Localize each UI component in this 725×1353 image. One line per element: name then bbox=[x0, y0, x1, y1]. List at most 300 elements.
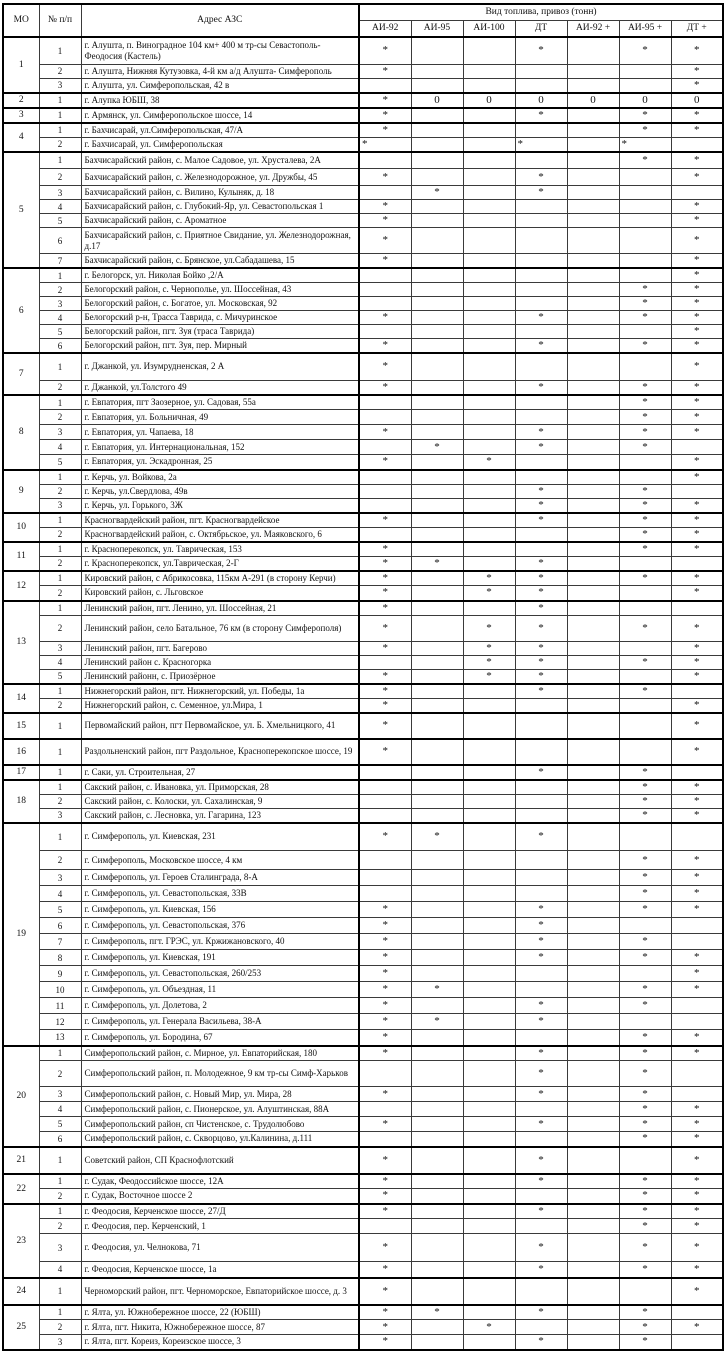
fuel-cell: * bbox=[359, 966, 411, 982]
fuel-cell: * bbox=[671, 395, 723, 410]
fuel-cell bbox=[463, 64, 515, 78]
fuel-cell bbox=[411, 765, 463, 780]
fuel-cell: * bbox=[619, 152, 671, 169]
fuel-cell bbox=[463, 886, 515, 902]
fuel-cell: * bbox=[411, 440, 463, 455]
mo-cell: 16 bbox=[3, 739, 39, 765]
row-num-cell: 1 bbox=[39, 684, 81, 699]
row-num-cell: 4 bbox=[39, 655, 81, 669]
address-cell: г. Евпатория, ул. Интернациональная, 152 bbox=[81, 440, 359, 455]
fuel-cell: * bbox=[463, 586, 515, 601]
fuel-cell: * bbox=[515, 186, 567, 200]
fuel-cell bbox=[411, 339, 463, 354]
table-row bbox=[3, 1014, 723, 1030]
fuel-cell bbox=[567, 64, 619, 78]
fuel-cell bbox=[619, 739, 671, 765]
address-cell: г. Евпатория, ул. Чапаева, 18 bbox=[81, 425, 359, 440]
fuel-cell bbox=[463, 353, 515, 380]
fuel-cell: * bbox=[619, 1046, 671, 1061]
table-row bbox=[3, 1335, 723, 1350]
fuel-cell bbox=[463, 808, 515, 823]
fuel-cell bbox=[359, 851, 411, 870]
row-num-cell: 1 bbox=[39, 765, 81, 780]
table-row bbox=[3, 484, 723, 498]
fuel-cell bbox=[567, 1335, 619, 1350]
fuel-cell bbox=[359, 484, 411, 498]
fuel-cell bbox=[567, 1046, 619, 1061]
fuel-cell bbox=[515, 254, 567, 269]
row-num-cell: 4 bbox=[39, 1262, 81, 1278]
table-row bbox=[3, 902, 723, 918]
address-cell: г. Армянск, ул. Симферопольское шоссе, 14 bbox=[81, 108, 359, 123]
fuel-cell: * bbox=[515, 1335, 567, 1350]
fuel-cell bbox=[411, 395, 463, 410]
fuel-stations-table bbox=[2, 3, 724, 1351]
fuel-cell: * bbox=[671, 698, 723, 713]
fuel-cell bbox=[463, 513, 515, 528]
fuel-cell bbox=[463, 169, 515, 186]
fuel-cell bbox=[463, 1262, 515, 1278]
fuel-cell bbox=[567, 152, 619, 169]
fuel-cell: * bbox=[359, 425, 411, 440]
fuel-cell: * bbox=[359, 93, 411, 108]
fuel-cell: * bbox=[619, 283, 671, 297]
fuel-cell: * bbox=[359, 615, 411, 641]
fuel-cell: * bbox=[671, 527, 723, 542]
fuel-cell bbox=[411, 641, 463, 655]
fuel-cell: * bbox=[359, 254, 411, 269]
fuel-cell bbox=[671, 440, 723, 455]
mo-cell: 9 bbox=[3, 470, 39, 513]
table-row bbox=[3, 851, 723, 870]
fuel-cell bbox=[411, 780, 463, 795]
row-num-cell: 1 bbox=[39, 780, 81, 795]
fuel-cell bbox=[463, 1278, 515, 1305]
fuel-cell bbox=[567, 780, 619, 795]
fuel-cell: * bbox=[619, 395, 671, 410]
row-num-cell: 3 bbox=[39, 186, 81, 200]
address-cell: г. Симферополь, ул. Генерала Васильева, 38-А bbox=[81, 1014, 359, 1030]
fuel-cell bbox=[567, 655, 619, 669]
fuel-cell bbox=[411, 78, 463, 93]
fuel-cell: * bbox=[411, 823, 463, 851]
address-cell: г. Судак, Феодоссийское шоссе, 12А bbox=[81, 1174, 359, 1189]
fuel-cell: * bbox=[515, 556, 567, 571]
fuel-cell bbox=[359, 268, 411, 283]
fuel-cell bbox=[463, 440, 515, 455]
fuel-cell: * bbox=[671, 586, 723, 601]
fuel-cell bbox=[567, 297, 619, 311]
fuel-cell bbox=[359, 498, 411, 513]
address-cell: г. Ялта, ул. Южнобережное шоссе, 22 (ЮБШ) bbox=[81, 1305, 359, 1320]
fuel-cell: * bbox=[671, 311, 723, 325]
mo-cell: 17 bbox=[3, 765, 39, 780]
table-row bbox=[3, 713, 723, 739]
table-row bbox=[3, 1102, 723, 1117]
fuel-cell bbox=[411, 615, 463, 641]
mo-cell: 7 bbox=[3, 353, 39, 395]
fuel-cell: * bbox=[359, 169, 411, 186]
address-cell: г. Симферополь, ул. Героев Сталинграда, 8-А bbox=[81, 870, 359, 886]
mo-cell: 20 bbox=[3, 1046, 39, 1147]
fuel-cell bbox=[463, 870, 515, 886]
mo-cell: 3 bbox=[3, 108, 39, 123]
fuel-cell: * bbox=[515, 571, 567, 586]
table-row bbox=[3, 684, 723, 699]
fuel-cell bbox=[619, 268, 671, 283]
row-num-cell: 1 bbox=[39, 513, 81, 528]
fuel-cell bbox=[411, 353, 463, 380]
fuel-cell: * bbox=[359, 1234, 411, 1262]
fuel-cell: * bbox=[671, 870, 723, 886]
fuel-cell bbox=[359, 395, 411, 410]
fuel-cell bbox=[411, 123, 463, 138]
fuel-cell bbox=[567, 311, 619, 325]
fuel-cell bbox=[567, 698, 619, 713]
fuel-cell bbox=[567, 395, 619, 410]
table-row bbox=[3, 808, 723, 823]
fuel-cell: * bbox=[515, 1061, 567, 1087]
fuel-cell bbox=[463, 1030, 515, 1046]
fuel-cell bbox=[411, 586, 463, 601]
fuel-cell: * bbox=[671, 542, 723, 557]
row-num-cell: 2 bbox=[39, 698, 81, 713]
fuel-cell: * bbox=[671, 1278, 723, 1305]
fuel-cell bbox=[567, 808, 619, 823]
fuel-cell: * bbox=[619, 380, 671, 395]
fuel-cell: * bbox=[671, 123, 723, 138]
fuel-cell bbox=[567, 586, 619, 601]
fuel-cell: 0 bbox=[411, 93, 463, 108]
row-num-cell: 1 bbox=[39, 268, 81, 283]
fuel-cell: * bbox=[463, 571, 515, 586]
fuel-cell bbox=[567, 380, 619, 395]
fuel-cell bbox=[567, 1117, 619, 1132]
fuel-cell: * bbox=[619, 440, 671, 455]
address-cell: г. Симферополь, ул. Бородина, 67 bbox=[81, 1030, 359, 1046]
row-num-cell: 2 bbox=[39, 380, 81, 395]
fuel-cell bbox=[411, 1132, 463, 1147]
fuel-cell: * bbox=[619, 1262, 671, 1278]
fuel-cell bbox=[671, 998, 723, 1014]
address-cell: г. Керчь, ул.Свердлова, 49в bbox=[81, 484, 359, 498]
row-num-cell: 12 bbox=[39, 1014, 81, 1030]
table-row bbox=[3, 982, 723, 998]
fuel-cell bbox=[671, 1305, 723, 1320]
fuel-cell bbox=[515, 214, 567, 228]
fuel-cell bbox=[463, 556, 515, 571]
fuel-cell: * bbox=[619, 1335, 671, 1350]
mo-cell: 6 bbox=[3, 268, 39, 353]
fuel-cell: * bbox=[671, 297, 723, 311]
fuel-cell bbox=[567, 1102, 619, 1117]
row-num-cell: 7 bbox=[39, 254, 81, 269]
fuel-cell: * bbox=[359, 542, 411, 557]
fuel-cell bbox=[567, 1234, 619, 1262]
table-row bbox=[3, 739, 723, 765]
table-row bbox=[3, 1046, 723, 1061]
fuel-cell: * bbox=[359, 1189, 411, 1204]
fuel-cell bbox=[619, 601, 671, 616]
fuel-cell bbox=[411, 297, 463, 311]
fuel-cell bbox=[359, 1219, 411, 1234]
fuel-cell bbox=[463, 542, 515, 557]
fuel-cell bbox=[515, 283, 567, 297]
address-cell: Бахчисарайский район, с. Глубокий-Яр, ул. Севастопольская 1 bbox=[81, 200, 359, 214]
row-num-cell: 5 bbox=[39, 214, 81, 228]
address-cell: Бахчисарайский район, с. Железнодорожное, ул. Дружбы, 45 bbox=[81, 169, 359, 186]
fuel-cell: * bbox=[359, 1262, 411, 1278]
fuel-cell bbox=[411, 542, 463, 557]
fuel-cell: * bbox=[359, 1305, 411, 1320]
fuel-cell bbox=[567, 851, 619, 870]
address-cell: Ленинский район, пгт. Багерово bbox=[81, 641, 359, 655]
fuel-cell: * bbox=[619, 780, 671, 795]
fuel-cell: * bbox=[619, 1061, 671, 1087]
fuel-cell: * bbox=[359, 982, 411, 998]
row-num-cell: 7 bbox=[39, 934, 81, 950]
col-header-dt: ДТ bbox=[515, 21, 567, 38]
station-table-body bbox=[3, 37, 723, 1350]
fuel-cell bbox=[515, 794, 567, 808]
fuel-cell bbox=[463, 1117, 515, 1132]
fuel-cell bbox=[463, 1219, 515, 1234]
mo-cell: 13 bbox=[3, 601, 39, 684]
fuel-cell bbox=[567, 498, 619, 513]
address-cell: Симферопольский район, с. Пионерское, ул. Алуштинская, 88А bbox=[81, 1102, 359, 1117]
fuel-cell bbox=[619, 78, 671, 93]
fuel-cell: * bbox=[359, 571, 411, 586]
address-cell: г. Белогорск, ул. Николая Бойко ,2/А bbox=[81, 268, 359, 283]
table-row bbox=[3, 395, 723, 410]
table-row bbox=[3, 765, 723, 780]
fuel-cell: * bbox=[619, 123, 671, 138]
fuel-cell bbox=[463, 1204, 515, 1219]
fuel-cell bbox=[515, 123, 567, 138]
fuel-cell bbox=[463, 380, 515, 395]
fuel-cell bbox=[619, 214, 671, 228]
table-row bbox=[3, 823, 723, 851]
fuel-cell bbox=[567, 137, 619, 152]
fuel-cell bbox=[463, 268, 515, 283]
fuel-cell: * bbox=[359, 1320, 411, 1335]
address-cell: Бахчисарайский район, с. Ароматное bbox=[81, 214, 359, 228]
fuel-cell bbox=[463, 934, 515, 950]
fuel-cell bbox=[671, 186, 723, 200]
fuel-cell bbox=[619, 713, 671, 739]
fuel-cell bbox=[359, 655, 411, 669]
fuel-cell bbox=[515, 353, 567, 380]
table-row bbox=[3, 527, 723, 542]
fuel-cell: * bbox=[671, 794, 723, 808]
fuel-cell bbox=[671, 484, 723, 498]
fuel-cell: * bbox=[359, 311, 411, 325]
mo-cell: 12 bbox=[3, 571, 39, 601]
fuel-cell bbox=[567, 37, 619, 64]
fuel-cell: * bbox=[671, 380, 723, 395]
fuel-cell: * bbox=[671, 950, 723, 966]
table-row bbox=[3, 934, 723, 950]
fuel-cell bbox=[567, 713, 619, 739]
fuel-cell bbox=[463, 410, 515, 425]
address-cell: Симферопольский район, с. Мирное, ул. Евпаторийская, 180 bbox=[81, 1046, 359, 1061]
table-row bbox=[3, 169, 723, 186]
address-cell: Ленинский район, пгт. Ленино, ул. Шоссейная, 21 bbox=[81, 601, 359, 616]
fuel-cell: * bbox=[359, 601, 411, 616]
fuel-cell: * bbox=[671, 1030, 723, 1046]
fuel-cell bbox=[619, 918, 671, 934]
address-cell: Белогорский район, с. Чернополье, ул. Шоссейная, 43 bbox=[81, 283, 359, 297]
table-row bbox=[3, 556, 723, 571]
mo-cell: 4 bbox=[3, 123, 39, 152]
fuel-cell: * bbox=[619, 950, 671, 966]
row-num-cell: 3 bbox=[39, 297, 81, 311]
address-cell: г. Симферополь, ул. Киевская, 156 bbox=[81, 902, 359, 918]
fuel-cell bbox=[515, 1219, 567, 1234]
fuel-cell bbox=[411, 283, 463, 297]
fuel-cell: * bbox=[671, 169, 723, 186]
table-row bbox=[3, 455, 723, 470]
row-num-cell: 2 bbox=[39, 851, 81, 870]
address-cell: г. Джанкой, ул.Толстого 49 bbox=[81, 380, 359, 395]
row-num-cell: 1 bbox=[39, 542, 81, 557]
row-num-cell: 1 bbox=[39, 353, 81, 380]
fuel-cell: * bbox=[619, 1219, 671, 1234]
fuel-cell: * bbox=[411, 982, 463, 998]
fuel-cell bbox=[411, 254, 463, 269]
fuel-cell bbox=[411, 1219, 463, 1234]
address-cell: г. Бахчисарай, ул. Симферопольская bbox=[81, 137, 359, 152]
fuel-cell: * bbox=[515, 918, 567, 934]
fuel-cell bbox=[463, 780, 515, 795]
fuel-cell bbox=[671, 1014, 723, 1030]
fuel-cell: * bbox=[619, 1234, 671, 1262]
fuel-cell: * bbox=[359, 739, 411, 765]
fuel-cell: * bbox=[359, 586, 411, 601]
row-num-cell: 8 bbox=[39, 950, 81, 966]
fuel-cell: * bbox=[619, 571, 671, 586]
address-cell: г. Алушта, Нижняя Кутузовка, 4-й км а/д Алушта- Симферополь bbox=[81, 64, 359, 78]
fuel-cell bbox=[619, 455, 671, 470]
fuel-cell: * bbox=[671, 1102, 723, 1117]
fuel-cell: * bbox=[671, 37, 723, 64]
fuel-cell bbox=[463, 339, 515, 354]
row-num-cell: 1 bbox=[39, 152, 81, 169]
row-num-cell: 3 bbox=[39, 1335, 81, 1350]
fuel-cell: * bbox=[619, 998, 671, 1014]
address-cell: г. Симферополь, ул. Севастопольская, 260/253 bbox=[81, 966, 359, 982]
fuel-cell bbox=[411, 1320, 463, 1335]
row-num-cell: 2 bbox=[39, 283, 81, 297]
fuel-cell bbox=[411, 1174, 463, 1189]
address-cell: г. Алушта, п. Виноградное 104 км+ 400 м тр-сы Севастополь-Феодосия (Кастель) bbox=[81, 37, 359, 64]
fuel-cell bbox=[463, 902, 515, 918]
fuel-cell bbox=[567, 1174, 619, 1189]
fuel-cell bbox=[411, 1234, 463, 1262]
fuel-cell bbox=[463, 1234, 515, 1262]
fuel-cell bbox=[463, 1014, 515, 1030]
fuel-cell: * bbox=[411, 1014, 463, 1030]
fuel-cell: * bbox=[671, 353, 723, 380]
row-num-cell: 2 bbox=[39, 615, 81, 641]
table-row bbox=[3, 950, 723, 966]
fuel-cell bbox=[515, 527, 567, 542]
address-cell: г. Феодосия, ул. Челнокова, 71 bbox=[81, 1234, 359, 1262]
row-num-cell: 1 bbox=[39, 93, 81, 108]
fuel-cell: * bbox=[619, 1087, 671, 1102]
fuel-cell bbox=[567, 1189, 619, 1204]
fuel-cell: * bbox=[515, 1117, 567, 1132]
fuel-cell: * bbox=[515, 1262, 567, 1278]
fuel-cell bbox=[619, 254, 671, 269]
fuel-cell: 0 bbox=[463, 93, 515, 108]
row-num-cell: 1 bbox=[39, 1305, 81, 1320]
fuel-cell bbox=[515, 1132, 567, 1147]
fuel-cell bbox=[671, 934, 723, 950]
fuel-cell: * bbox=[619, 1204, 671, 1219]
fuel-cell: * bbox=[671, 615, 723, 641]
fuel-cell bbox=[411, 1204, 463, 1219]
fuel-cell bbox=[463, 425, 515, 440]
fuel-cell: * bbox=[671, 1117, 723, 1132]
table-row bbox=[3, 254, 723, 269]
row-num-cell: 3 bbox=[39, 425, 81, 440]
address-cell: г. Алупка ЮБШ, 38 bbox=[81, 93, 359, 108]
address-cell: г. Судак, Восточное шоссе 2 bbox=[81, 1189, 359, 1204]
fuel-cell: * bbox=[619, 655, 671, 669]
address-cell: Белогорский р-н, Трасса Таврида, с. Мичуринское bbox=[81, 311, 359, 325]
fuel-cell: * bbox=[619, 1132, 671, 1147]
fuel-cell: * bbox=[619, 808, 671, 823]
fuel-cell bbox=[515, 1320, 567, 1335]
fuel-cell bbox=[411, 214, 463, 228]
fuel-cell bbox=[411, 713, 463, 739]
table-header bbox=[3, 4, 723, 37]
col-header-address: Адрес АЗС bbox=[81, 4, 359, 37]
row-num-cell: 6 bbox=[39, 1132, 81, 1147]
row-num-cell: 6 bbox=[39, 339, 81, 354]
fuel-cell: * bbox=[359, 641, 411, 655]
fuel-cell: * bbox=[411, 186, 463, 200]
row-num-cell: 9 bbox=[39, 966, 81, 982]
row-num-cell: 1 bbox=[39, 1174, 81, 1189]
col-header-ai92: АИ-92 bbox=[359, 21, 411, 38]
fuel-cell: * bbox=[671, 780, 723, 795]
fuel-cell: * bbox=[515, 1204, 567, 1219]
fuel-cell bbox=[411, 1335, 463, 1350]
row-num-cell: 1 bbox=[39, 395, 81, 410]
fuel-cell: * bbox=[671, 1262, 723, 1278]
mo-cell: 23 bbox=[3, 1204, 39, 1278]
fuel-cell: * bbox=[359, 684, 411, 699]
table-row bbox=[3, 1278, 723, 1305]
fuel-cell bbox=[359, 1102, 411, 1117]
fuel-cell: * bbox=[671, 966, 723, 982]
col-header-ai100: АИ-100 bbox=[463, 21, 515, 38]
fuel-cell: * bbox=[619, 527, 671, 542]
fuel-cell bbox=[411, 513, 463, 528]
fuel-cell bbox=[567, 470, 619, 485]
fuel-cell: * bbox=[671, 64, 723, 78]
fuel-cell: * bbox=[359, 200, 411, 214]
table-row bbox=[3, 380, 723, 395]
fuel-cell bbox=[463, 137, 515, 152]
fuel-cell: * bbox=[671, 254, 723, 269]
table-row bbox=[3, 1117, 723, 1132]
mo-cell: 24 bbox=[3, 1278, 39, 1305]
fuel-cell bbox=[671, 137, 723, 152]
row-num-cell: 5 bbox=[39, 902, 81, 918]
